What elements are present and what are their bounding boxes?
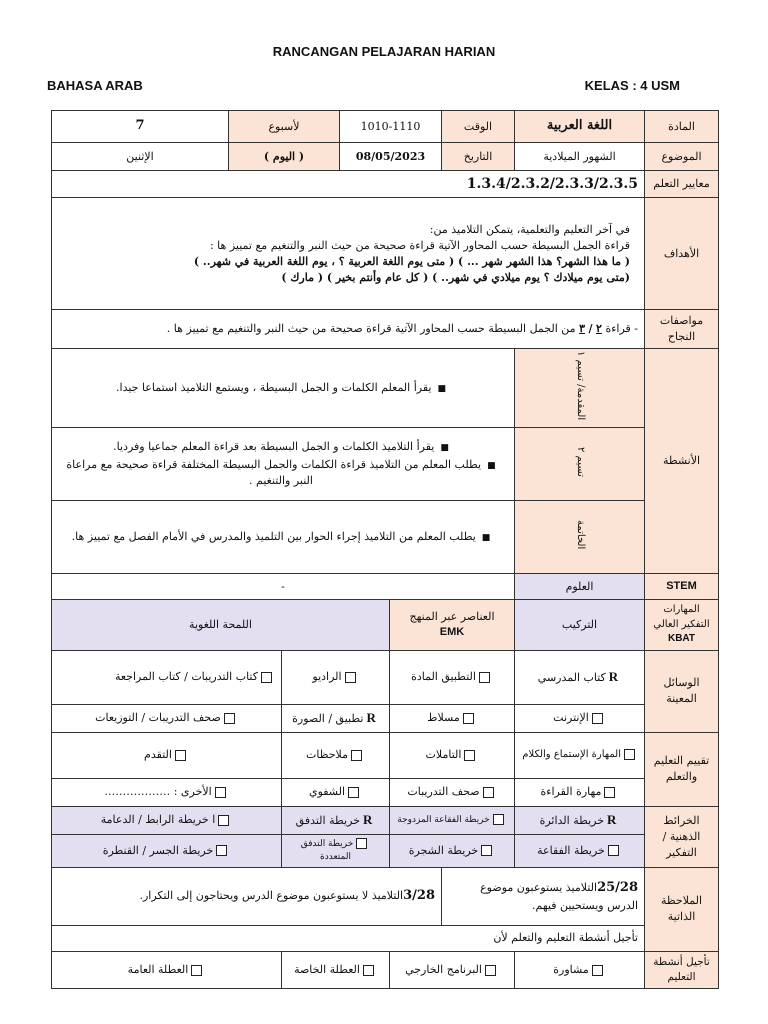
assess-other-label: الأخرى : ……………… xyxy=(104,785,212,799)
checkbox-icon xyxy=(483,787,494,798)
madda-label: المادة xyxy=(645,111,719,143)
row-topic xyxy=(52,143,719,171)
madda-value: اللغة العربية xyxy=(515,111,645,143)
row-postpone xyxy=(52,951,719,988)
assess-listen[interactable] xyxy=(515,732,645,778)
postpone-option-3-label: العطلة الخاصة xyxy=(294,963,360,977)
activity-stage-2-label: تسيم ٢ xyxy=(574,446,586,477)
postpone-option-4[interactable] xyxy=(52,951,282,988)
bullet-icon: ■ xyxy=(437,384,446,395)
checkbox-icon xyxy=(463,713,474,724)
map-multi-flow-label: خريطة التدفق المتعددة xyxy=(300,838,354,862)
checkbox-icon xyxy=(345,672,356,683)
stem-value: - xyxy=(52,574,515,600)
checkbox-icon xyxy=(608,845,619,856)
reflection-positive xyxy=(442,867,645,925)
map-bubble-label: خريطة الفقاعة xyxy=(537,843,605,857)
objectives-label: الأهداف xyxy=(645,198,719,310)
assess-reflect-label: التاملات xyxy=(425,748,462,762)
bullet-icon: ■ xyxy=(481,533,491,544)
aid-workbook[interactable] xyxy=(52,650,282,704)
activity-1-body xyxy=(52,349,515,428)
checkbox-icon xyxy=(592,713,603,724)
standards-codes: 1.3.4/2.3.2/2.3.3/2.3.5 xyxy=(466,176,638,192)
assess-listen-label: المهارة الإستماع والكلام xyxy=(522,748,621,760)
checkbox-icon xyxy=(624,749,635,760)
map-brace-label: ا خريطة الرابط / الدعامة xyxy=(100,813,216,827)
row-kbat xyxy=(52,600,719,651)
success-num-2: ٣ xyxy=(579,322,585,336)
assess-reading-label: مهارة القراءة xyxy=(540,785,602,799)
bullet-icon: ■ xyxy=(440,443,449,454)
assess-notes[interactable] xyxy=(282,732,390,778)
map-bridge-label: خريطة الجسر / القنطرة xyxy=(102,843,214,857)
aid-app[interactable] xyxy=(282,704,390,732)
row-assess-2 xyxy=(52,778,719,806)
checkbox-icon xyxy=(493,814,504,825)
reflection-positive-num: 25/28 xyxy=(597,879,638,895)
checked-mark-icon: R xyxy=(366,709,376,725)
date-value: 08/05/2023 xyxy=(340,143,442,171)
checkbox-icon xyxy=(485,965,496,976)
activity-3-body xyxy=(52,501,515,574)
objectives-phrases-2: (متى يوم ميلادك ؟ يوم ميلادي في شهر.. ) ( كل عام وأنتم بخير ) ( مارك ) xyxy=(281,270,630,284)
kbat-col-3: اللمحة اللغوية xyxy=(52,600,390,651)
reflection-label: الملاحظة الذاتية xyxy=(645,867,719,951)
success-num-1: ٢ xyxy=(596,322,602,336)
row-reflection xyxy=(52,867,719,925)
time-label: الوقت xyxy=(442,111,515,143)
day-label: ( اليوم ) xyxy=(229,143,340,171)
map-brace[interactable] xyxy=(52,806,282,834)
row-activity-3 xyxy=(52,501,719,574)
reflection-negative xyxy=(52,867,442,925)
checkbox-icon xyxy=(224,713,235,724)
postpone-label: تأجيل أنشطة التعليم xyxy=(645,951,719,988)
map-circle-label: خريطة الدائرة xyxy=(539,813,605,827)
checkbox-icon xyxy=(191,965,202,976)
checkbox-icon xyxy=(215,787,226,798)
topic-value: الشهور الميلادية xyxy=(515,143,645,171)
map-double-bubble-label: خريطة الفقاعة المزدوجة xyxy=(397,814,490,825)
activity-stage-1-label: المقدمة/ تسيم ١ xyxy=(574,351,586,421)
assess-label: تقييم التعليم والتعلم xyxy=(645,732,719,806)
postpone-option-2[interactable] xyxy=(390,951,515,988)
aid-app-label: تطبيق / الصورة xyxy=(292,711,364,725)
assess-progress[interactable] xyxy=(52,732,282,778)
checkbox-icon xyxy=(216,845,227,856)
standards-value xyxy=(52,171,645,198)
kbat-col-2-en: EMK xyxy=(439,625,465,638)
row-standards xyxy=(52,171,719,198)
assess-exercises-label: صحف التدريبات xyxy=(407,785,480,799)
row-maps-1 xyxy=(52,806,719,834)
stem-label: STEM xyxy=(645,574,719,600)
kbat-label-en: KBAT xyxy=(667,633,696,645)
activity-stage-3-label: الخاتمة xyxy=(574,520,586,550)
row-stem xyxy=(52,574,719,600)
objectives-text: قراءة الجمل البسيطة حسب المحاور الآتية قراءة صحيحة من حيث النبر والتنغيم مع تمييز ها : xyxy=(209,238,630,252)
aid-textbook[interactable] xyxy=(515,650,645,704)
week-label: لأسبوع xyxy=(229,111,340,143)
kbat-label-ar: المهارات التفكير العالي xyxy=(653,604,710,630)
assess-reflect[interactable] xyxy=(390,732,515,778)
objectives-phrases-1: ( ما هذا الشهر؟ هذا الشهر شهر ... ) ( متى يوم اللغة العربية ؟ ، يوم اللغة العربية في شهر.. ) xyxy=(193,254,630,268)
class-heading: KELAS : 4 USM xyxy=(584,78,680,93)
aid-workbook-label: كتاب التدريبات / كتاب المراجعة xyxy=(114,670,258,684)
time-value: 1010-1110 xyxy=(340,111,442,143)
aid-slides[interactable] xyxy=(390,704,515,732)
week-value: 7 xyxy=(52,111,229,143)
assess-oral-label: الشفوي xyxy=(308,785,346,799)
activity-2-text: يقرأ التلاميذ الكلمات و الجمل البسيطة بعد قراءة المعلم جماعيا وفرديا. xyxy=(113,440,435,454)
row-aids-2 xyxy=(52,704,719,732)
kbat-col-2 xyxy=(390,600,515,651)
checkbox-icon xyxy=(351,750,362,761)
aid-radio[interactable] xyxy=(282,650,390,704)
page-title: RANCANGAN PELAJARAN HARIAN xyxy=(272,44,496,59)
row-maps-2 xyxy=(52,834,719,867)
activity-3-text: يطلب المعلم من التلاميذ قراءة الكلمات والجمل البسيطة المختلفة قراءة صحيحة مع مراعاة النبر والتنغيم . xyxy=(66,458,482,488)
aid-radio-label: الراديو xyxy=(312,670,342,684)
aid-sheets[interactable] xyxy=(52,704,282,732)
objectives-intro: في آخر التعليم والتعلمية، يتمكن التلاميذ من: xyxy=(429,222,630,236)
row-subject xyxy=(52,111,719,143)
map-bridge[interactable] xyxy=(52,834,282,867)
activities-label: الأنشطة xyxy=(645,349,719,574)
map-circle[interactable] xyxy=(515,806,645,834)
subject-heading: BAHASA ARAB xyxy=(47,78,143,93)
reflection-positive-text: التلاميذ يستوعبون موضوع الدرس ويستحيين فيهم. xyxy=(480,880,638,912)
success-prefix: - قراءة xyxy=(605,322,638,336)
maps-label: الخرائط الذهنية / التفكير xyxy=(645,806,719,867)
map-tree[interactable] xyxy=(390,834,515,867)
assess-progress-label: التقدم xyxy=(144,748,172,762)
aid-apply[interactable] xyxy=(390,650,515,704)
objectives-body xyxy=(52,198,645,310)
aid-sheets-label: صحف التدريبات / التوزيعات xyxy=(95,711,221,725)
checkbox-icon xyxy=(348,787,359,798)
activity-stage-1 xyxy=(515,349,645,428)
aid-internet[interactable] xyxy=(515,704,645,732)
checked-mark-icon: R xyxy=(607,811,617,827)
topic-label: الموضوع xyxy=(645,143,719,171)
success-suffix: من الجمل البسيطة حسب المحاور الآتية قراءة صحيحة من حيث النبر والتنغيم مع تمييز ها . xyxy=(166,322,576,336)
success-label: مواصفات النجاح xyxy=(645,310,719,349)
postpone-option-1[interactable] xyxy=(515,951,645,988)
checkbox-icon xyxy=(363,965,374,976)
success-body xyxy=(52,310,645,349)
checkbox-icon xyxy=(604,787,615,798)
checkbox-icon xyxy=(479,672,490,683)
checkbox-icon xyxy=(175,750,186,761)
checked-mark-icon: R xyxy=(608,668,619,684)
day-value: الإثنين xyxy=(52,143,229,171)
map-bubble[interactable] xyxy=(515,834,645,867)
activity-stage-2 xyxy=(515,428,645,501)
activity-stage-3 xyxy=(515,501,645,574)
assess-exercises[interactable] xyxy=(390,778,515,806)
standards-label: معايير التعلم xyxy=(645,171,719,198)
activity-2-body xyxy=(52,428,515,501)
assess-notes-label: ملاحظات xyxy=(306,748,348,762)
aids-label: الوسائل المعينة xyxy=(645,650,719,732)
aid-slides-label: مسلاط xyxy=(427,711,460,725)
aid-internet-label: الإنترنت xyxy=(553,711,589,725)
checkbox-icon xyxy=(356,838,367,849)
map-tree-label: خريطة الشجرة xyxy=(408,843,479,857)
date-label: التاريخ xyxy=(442,143,515,171)
row-activity-1 xyxy=(52,349,719,428)
checkbox-icon xyxy=(481,845,492,856)
assess-reading[interactable] xyxy=(515,778,645,806)
reflection-postpone: تأجيل أنشطة التعليم والتعلم لأن xyxy=(52,925,645,951)
aid-apply-label: التطبيق المادة xyxy=(411,670,476,684)
success-sep: / xyxy=(588,322,593,336)
reflection-negative-num: 3/28 xyxy=(403,887,435,903)
checkbox-icon xyxy=(592,965,603,976)
checkbox-icon xyxy=(464,750,475,761)
postpone-option-3[interactable] xyxy=(282,951,390,988)
activity-1-text: يقرأ المعلم الكلمات و الجمل البسيطة ، ويستمع التلاميذ استماعا جيدا. xyxy=(116,381,432,395)
row-activity-2 xyxy=(52,428,719,501)
kbat-col-1: التركيب xyxy=(515,600,645,651)
postpone-option-2-label: البرنامج الخارجي xyxy=(405,963,482,977)
checkbox-icon xyxy=(261,672,272,683)
checked-mark-icon: R xyxy=(362,811,373,827)
row-aids-1 xyxy=(52,650,719,704)
bullet-icon: ■ xyxy=(487,461,496,472)
map-double-bubble[interactable] xyxy=(390,806,515,834)
activity-4-text: يطلب المعلم من التلاميذ إجراء الحوار بين التلميذ والمدرس في الأمام الفصل مع تمييز ها. xyxy=(71,530,476,544)
map-flow-label: خريطة التدفق xyxy=(295,813,360,827)
postpone-option-4-label: العطلة العامة xyxy=(127,963,189,977)
row-assess-1 xyxy=(52,732,719,778)
row-reflection-postpone xyxy=(52,925,719,951)
postpone-option-1-label: مشاورة xyxy=(553,963,589,977)
assess-oral[interactable] xyxy=(282,778,390,806)
map-multi-flow[interactable] xyxy=(282,834,390,867)
aid-textbook-label: كتاب المدرسي xyxy=(537,670,606,684)
row-objectives xyxy=(52,198,719,310)
reflection-negative-text: التلاميذ لا يستوعبون موضوع الدرس ويحتاجون إلى التكرار. xyxy=(139,888,404,902)
lesson-plan-table xyxy=(51,110,719,989)
stem-sub-label: العلوم xyxy=(515,574,645,600)
kbat-label xyxy=(645,600,719,651)
assess-other[interactable] xyxy=(52,778,282,806)
kbat-col-2-ar: العناصر عبر المنهج xyxy=(409,610,495,624)
map-flow[interactable] xyxy=(282,806,390,834)
checkbox-icon xyxy=(218,815,229,826)
row-success xyxy=(52,310,719,349)
